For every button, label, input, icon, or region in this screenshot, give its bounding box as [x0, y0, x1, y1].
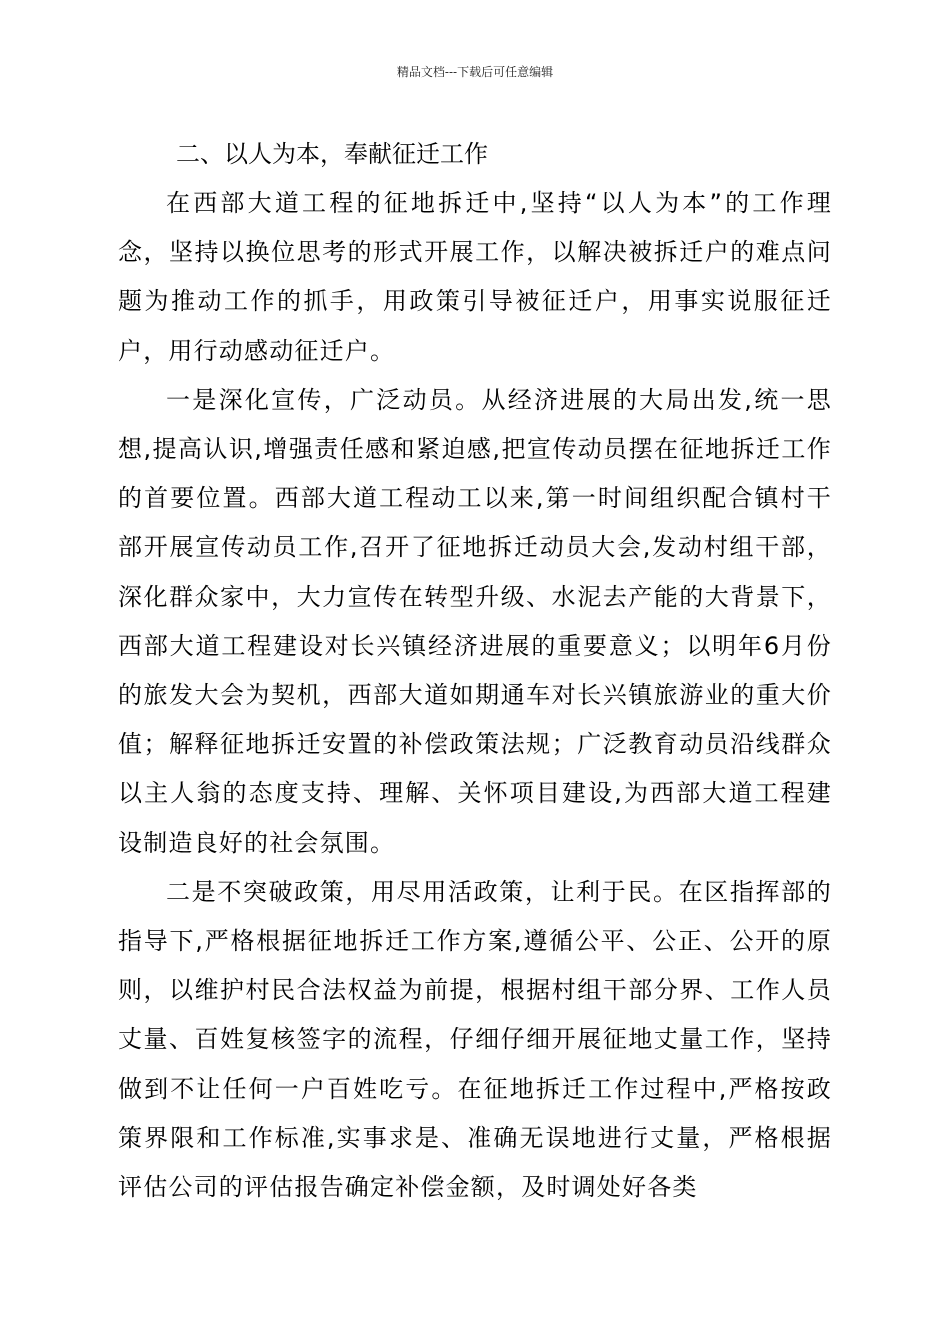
- paragraph-publicity: 一是深化宣传，广泛动员。从经济进展的大局出发,统一思想,提高认识,增强责任感和紧迫感,把宣传动员摆在征地拆迁工作的首要位置。西部大道工程动工以来,第一时间组织配合镇村干部开展宣传动员工作,召开了征地拆迁动员大会,发动村组干部，深化群众家中，大力宣传在转型升级、水泥去产能的大背景下，西部大道工程建设对长兴镇经济进展的重要意义；以明年6月份的旅发大会为契机，西部大道如期通车对长兴镇旅游业的重大价值；解释征地拆迁安置的补偿政策法规；广泛教育动员沿线群众以主人翁的态度支持、理解、关怀项目建设,为西部大道工程建设制造良好的社会氛围。: [118, 385, 832, 857]
- paragraph-intro: 在西部大道工程的征地拆迁中,坚持“以人为本”的工作理念，坚持以换位思考的形式开展工作，以解决被拆迁户的难点问题为推动工作的抓手，用政策引导被征迁户，用事实说服征迁户，用行动感动征迁户。: [118, 189, 832, 365]
- paragraph-policy: 二是不突破政策，用尽用活政策，让利于民。在区指挥部的指导下,严格根据征地拆迁工作方案,遵循公平、公正、公开的原则，以维护村民合法权益为前提，根据村组干部分界、工作人员丈量、百姓复核签字的流程，仔细仔细开展征地丈量工作，坚持做到不让任何一户百姓吃亏。在征地拆迁工作过程中,严格按政策界限和工作标准,实事求是、准确无误地进行丈量，严格根据评估公司的评估报告确定补偿金额，及时调处好各类: [118, 877, 832, 1202]
- document-body: [118, 130, 832, 1212]
- page-header: 精品文档---下载后可任意编辑: [396, 65, 554, 79]
- section-heading: 二、以人为本，奉献征迁工作: [176, 140, 488, 168]
